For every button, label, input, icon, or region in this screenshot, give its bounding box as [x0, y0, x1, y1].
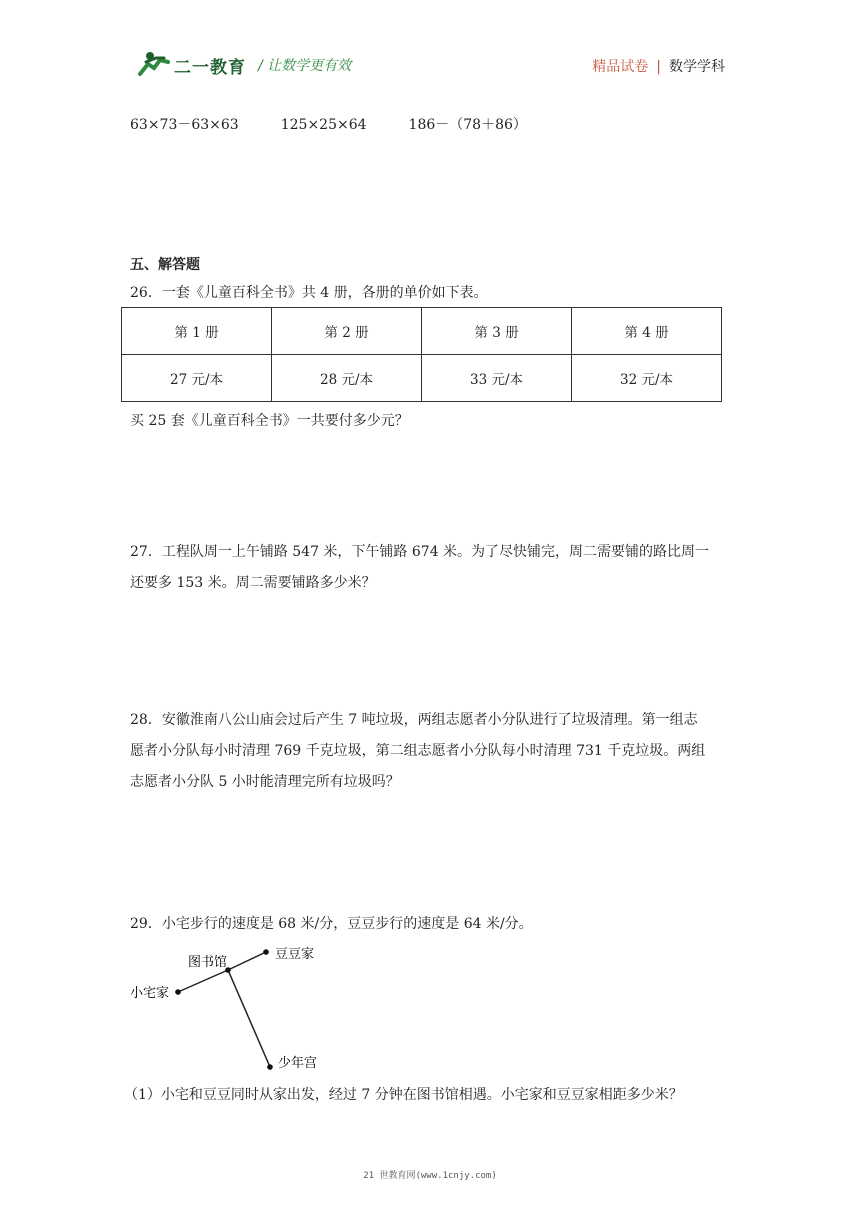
header-separator: | — [656, 59, 661, 75]
doudou-home-dot — [263, 949, 269, 955]
q28-line-2: 愿者小分队每小时清理 769 千克垃圾，第二组志愿者小分队每小时清理 731 千克垃圾。两组 — [130, 743, 706, 759]
doudou-home-label: 豆豆家 — [275, 947, 315, 962]
table-cell: 第 3 册 — [422, 308, 572, 355]
xiaozhai-home-label: 小宅家 — [130, 986, 170, 1001]
road-xiaozhai-library — [178, 970, 228, 992]
road-library-palace — [228, 970, 270, 1067]
slogan: / 让数学更有效 — [258, 58, 352, 74]
youth-palace-dot — [267, 1064, 273, 1070]
calc-expr-3: 186－（78＋86） — [408, 117, 527, 133]
table-header-row — [122, 308, 722, 355]
q29-sub1: （1）小宅和豆豆同时从家出发，经过 7 分钟在图书馆相遇。小宅家和豆豆家相距多少米？ — [124, 1087, 683, 1103]
road-library-doudou — [228, 952, 266, 970]
q28-line-3: 志愿者小分队 5 小时能清理完所有垃圾吗？ — [130, 774, 400, 790]
q27 — [130, 537, 730, 599]
table-cell: 27 元/本 — [122, 355, 272, 402]
q27-line-1: 27．工程队周一上午铺路 547 米，下午铺路 674 米。为了尽快铺完，周二需要铺的路比周一 — [130, 544, 710, 560]
logo-text: 二一教育 — [174, 58, 246, 78]
q28 — [130, 705, 730, 798]
youth-palace-label: 少年宫 — [278, 1056, 318, 1071]
header-tag-quality: 精品试卷 — [592, 59, 649, 75]
footer: 21 世教育网(www.1cnjy.com) — [363, 1171, 497, 1181]
table-cell: 第 4 册 — [572, 308, 722, 355]
q29-text: 29．小宅步行的速度是 68 米/分，豆豆步行的速度是 64 米/分。 — [130, 916, 533, 932]
q26-text: 26．一套《儿童百科全书》共 4 册，各册的单价如下表。 — [130, 285, 488, 301]
q27-line-2: 还要多 153 米。周二需要铺路多少米？ — [130, 575, 376, 591]
header-right — [592, 56, 725, 76]
header-tag-subject: 数学学科 — [669, 59, 725, 75]
table-cell: 第 1 册 — [122, 308, 272, 355]
q28-line-1: 28．安徽淮南八公山庙会过后产生 7 吨垃圾，两组志愿者小分队进行了垃圾清理。第一组志 — [130, 712, 698, 728]
price-table — [121, 307, 722, 402]
table-cell: 33 元/本 — [422, 355, 572, 402]
section-title: 五、解答题 — [130, 257, 200, 273]
calc-expr-2: 125×25×64 — [280, 117, 367, 133]
table-row — [122, 355, 722, 402]
xiaozhai-home-dot — [175, 989, 181, 995]
table-cell: 第 2 册 — [272, 308, 422, 355]
calc-row — [130, 114, 569, 134]
table-cell: 32 元/本 — [572, 355, 722, 402]
calc-expr-1: 63×73－63×63 — [130, 117, 239, 133]
library-label: 图书馆 — [188, 955, 228, 970]
route-map — [120, 940, 360, 1080]
table-cell: 28 元/本 — [272, 355, 422, 402]
q26-question: 买 25 套《儿童百科全书》一共要付多少元？ — [130, 413, 409, 429]
